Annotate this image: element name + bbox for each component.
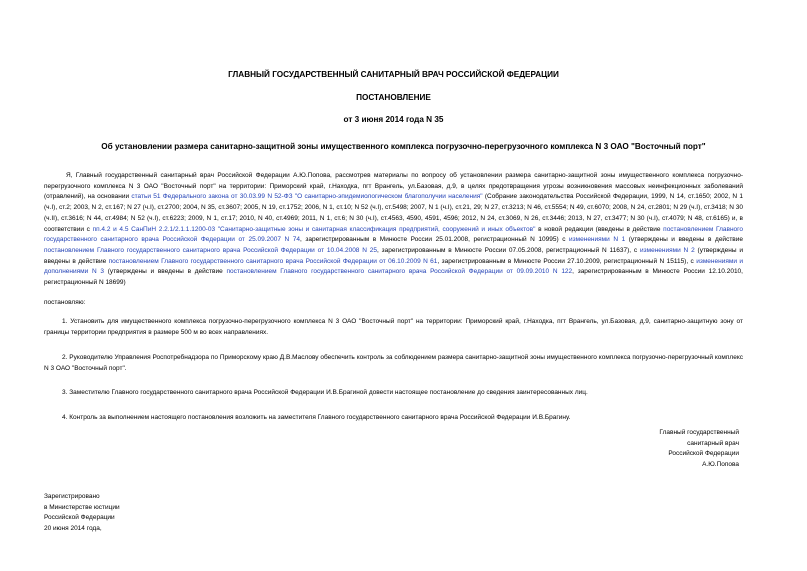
document-title: Об установлении размера санитарно-защитной зоны имущественного комплекса погрузочно-перегрузочного комплекса N 3 ОАО "Восточный порт"	[101, 142, 706, 151]
amendments-2-link[interactable]: изменениями N 2	[640, 246, 695, 254]
decree-item-1: 1. Установить для имущественного комплекса погрузочно-перегрузочного комплекса N 3 ОАО "Восточный порт" на территории: Приморский край, г.Находка, пгт Врангель, ул.Базовая, д.9, санитарно-защитную зону от границы территории предприятия в размере 500 м во всех направлениях.	[44, 318, 743, 337]
decree-item-2: 2. Руководителю Управления Роспотребнадзора по Приморскому краю Д.В.Маслову обеспечить контроль за соблюдением размера санитарно-защитной зоны имущественного комплекса погрузочно-перегрузочный комплекс N 3 ОАО "Восточный порт".	[44, 353, 743, 372]
decree-word: постановляю:	[44, 298, 86, 306]
issuing-authority: ГЛАВНЫЙ ГОСУДАРСТВЕННЫЙ САНИТАРНЫЙ ВРАЧ РОССИЙСКОЙ ФЕДЕРАЦИИ	[228, 70, 559, 79]
preamble-text: , зарегистрированным в Минюсте России 27.10.2009, регистрационный N 15115), с	[437, 257, 697, 265]
resolution-74-link[interactable]: постановлением Главного государственного санитарного врача Российской Федерации от 25.09.2007 N 74	[44, 225, 744, 244]
preamble-text: , зарегистрированным в Минюсте России 12.10.2010, регистрационный N 18699)	[44, 268, 743, 287]
resolution-25-link[interactable]: постановлением Главного государственного санитарного врача Российской Федерации от 10.04.2008 N 25	[44, 246, 377, 254]
document-type: ПОСТАНОВЛЕНИЕ	[356, 93, 431, 102]
registration-line: Российской Федерации	[44, 514, 115, 522]
signatory-name: А.Ю.Попова	[702, 461, 739, 469]
preamble-text: (утверждены и введены в действие	[625, 236, 743, 244]
amendments-3-link[interactable]: изменениями и дополнениями N 3	[44, 257, 743, 276]
document-body	[44, 171, 743, 424]
resolution-122-link[interactable]: постановлением Главного государственного санитарного врача Российской Федерации от 09.09.2010 N 122	[226, 268, 573, 276]
signature-position-line: Российской Федерации	[668, 450, 739, 458]
signature-position-line: Главный государственный	[659, 429, 739, 436]
preamble-text: в новой редакции (введены в действие	[535, 225, 664, 233]
document-date-number: от 3 июня 2014 года N 35	[343, 115, 444, 124]
resolution-61-link[interactable]: постановлением Главного государственного санитарного врача Российской Федерации от 06.10.2009 N 61	[108, 257, 438, 265]
preamble-text: (Собрание законодательства Российской Федерации, 1999, N 14, ст.1650; 2002, N 1 (ч.I), ст.2; 2003, N 2, ст.167; N 27 (ч.I), ст.2700; 2004, N 35, ст.3607; 2005, N 19, ст.1752; 2006, N 1, ст.10; N 52 (ч.I), ст.5498; 2007, N 1 (ч.I), ст.21, 29; N 27, ст.3213; N 46, ст.5554; N 49, ст.6070; 2008, N 24, ст.2801; N 29 (ч.I), ст.3418; N 30 (ч.II), ст.3616; N 44, ст.4984; N 52 (ч.I), ст.6223; 2009, N 1, ст.17; 2010, N 40, ст.4969; 2011, N 1, ст.6; N 30 (ч.I), ст.4563, 4590, 4591, 4596; 2012, N 24, ст.3069, N 26, ст.3446; 2013, N 27, ст.3477; N 30 (ч.I), ст.4079; N 48, ст.6165) и, в соответствии с	[44, 193, 743, 233]
signature-block	[659, 428, 739, 471]
registration-line: Зарегистрировано	[44, 493, 100, 500]
preamble-text: Я, Главный государственный санитарный врач Российской Федерации А.Ю.Попова, рассмотрев материалы по вопросу об установлении размера санитарно-защитной зоны имущественного комплекса погрузочно-перегрузочного комплекса N 3 ОАО "Восточный порт" на территории: Приморский край, г.Находка, пгт Врангель, ул.Базовая, д.9, в целях предотвращения угрозы возникновения массовых неинфекционных заболеваний (отравлений), на основании	[44, 172, 743, 201]
registration-date: 20 июня 2014 года,	[44, 525, 102, 533]
signature-position-line: санитарный врач	[687, 439, 739, 447]
law-article-link[interactable]: статьи 51 Федерального закона от 30.03.99 N 52-ФЗ "О санитарно-эпидемиологическом благополучии населения"	[131, 193, 483, 201]
preamble-text: , зарегистрированным в Минюсте России 07.05.2008, регистрационный N 11637), с	[377, 246, 640, 254]
preamble-paragraph	[44, 171, 743, 289]
registration-line: в Министерстве юстиции	[44, 503, 120, 511]
sanpin-link[interactable]: пп.4.2 и 4.5 СанПиН 2.2.1/2.1.1.1200-03 "Санитарно-защитные зоны и санитарная классификация предприятий, сооружений и иных объектов"	[92, 225, 536, 233]
decree-item-3: 3. Заместителю Главного государственного санитарного врача Российской Федерации И.В.Брагиной довести настоящее постановление до сведения заинтересованных лиц.	[62, 389, 588, 397]
preamble-text: (утверждены и введены в действие	[44, 246, 743, 265]
preamble-text: (утверждены и введены в действие	[104, 268, 227, 276]
amendments-1-link[interactable]: изменениями N 1	[569, 236, 626, 244]
registration-note	[44, 492, 120, 535]
decree-item-4: 4. Контроль за выполнением настоящего постановления возложить на заместителя Главного государственного санитарного врача Российской Федерации И.В.Брагину.	[62, 413, 571, 421]
preamble-text: , зарегистрированным в Минюсте России 25.01.2008, регистрационный N 10995) с	[300, 236, 570, 244]
